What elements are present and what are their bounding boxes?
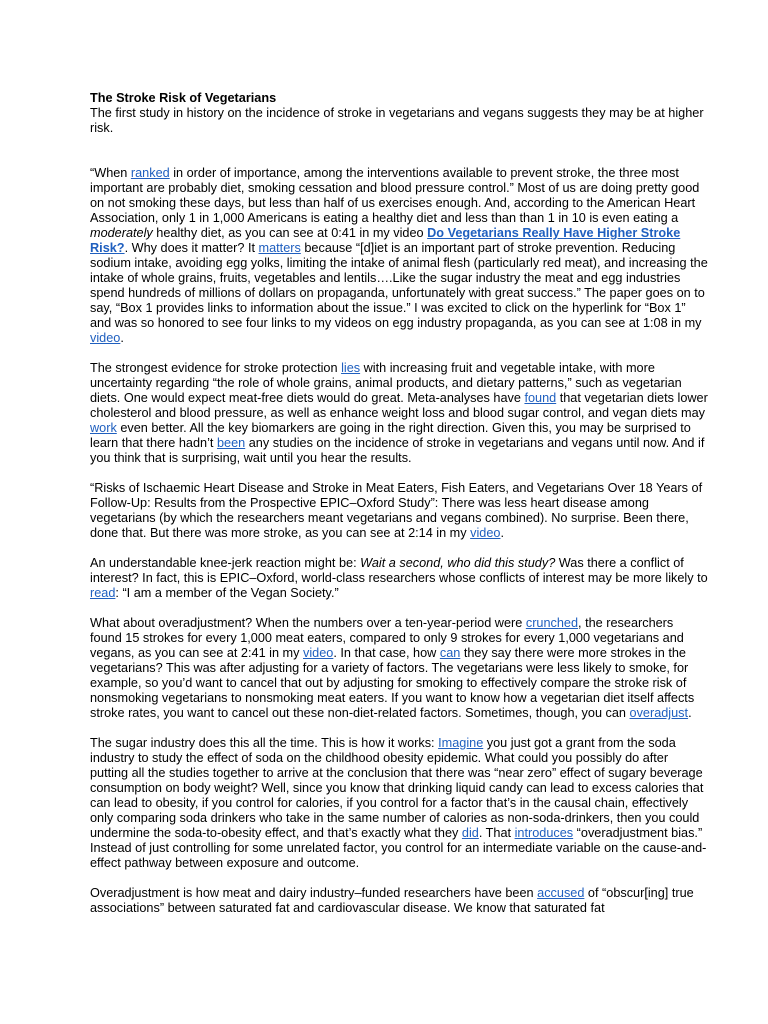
- text-run: , the researchers found 15 strokes for every 1,000 meat eaters, compared to only 9 strokes for every 1,000 vegetarians and vegans, as you can see at 2:41 in my: [90, 616, 684, 660]
- body-paragraph: [90, 481, 708, 541]
- body-paragraph: [90, 616, 708, 721]
- text-run: .: [120, 331, 124, 345]
- inline-link[interactable]: been: [216, 436, 246, 450]
- body-paragraph: [90, 166, 708, 346]
- text-run: “Risks of Ischaemic Heart Disease and Stroke in Meat Eaters, Fish Eaters, and Vegetarians Over 18 Years of Follow-Up: Results from the Prospective EPIC–Oxford Study”: There was less heart disease among vegetarians (by which the researchers meant vegetarians and vegans combined). No surprise. Been there, done that. But there was more stroke, as you can see at 2:14 in my: [90, 481, 703, 540]
- text-run: because “[d]iet is an important part of stroke prevention. Reducing sodium intake, avoiding egg yolks, limiting the intake of animal flesh (particularly red meat), and increasing the intake of whole grains, fruits, vegetables and lentils….Like the sugar industry the meat and egg industries spend hundreds of millions of dollars on propaganda, unfortunately with great success.” The paper goes on to say, “Box 1 provides links to information about the issue.” I was excited to click on the hyperlink for “Box 1” and was so honored to see four links to my videos on egg industry propaganda, as you can see at 1:08 in my: [90, 241, 708, 330]
- inline-link[interactable]: Imagine: [438, 736, 484, 750]
- inline-link[interactable]: crunched: [525, 616, 579, 630]
- article-body: [90, 166, 708, 916]
- text-run: . Why does it matter? It: [124, 241, 259, 255]
- inline-link[interactable]: video: [303, 646, 334, 660]
- text-run: Overadjustment is how meat and dairy industry–funded researchers have been: [90, 886, 538, 900]
- inline-link[interactable]: introduces: [514, 826, 574, 840]
- text-run: The sugar industry does this all the time. This is how it works:: [90, 736, 439, 750]
- text-run: What about overadjustment? When the numbers over a ten-year-period were: [90, 616, 526, 630]
- text-run: that vegetarian diets lower cholesterol and blood pressure, as well as enhance weight loss and blood sugar control, and vegan diets may: [90, 391, 708, 420]
- article-title: The Stroke Risk of Vegetarians: [90, 91, 277, 105]
- emphasized-text: moderately: [90, 226, 153, 240]
- text-run: in order of importance, among the interventions available to prevent stroke, the three most important are probably diet, smoking cessation and blood pressure control.” Most of us are doing pretty good on not smoking these days, but less than half of us exercises enough. And, according to the American Heart Association, only 1 in 1,000 Americans is eating a healthy diet and less than than 1 in 10 is even eating a: [90, 166, 700, 225]
- text-run: they say there were more strokes in the vegetarians? This was after adjusting for a variety of factors. The vegetarians were less likely to smoke, for example, so you’d want to cancel that out by adjusting for smoking to effectively compare the stroke risk of nonsmoking vegetarians to nonsmoking meat eaters. If you want to know how a vegetarian diet itself affects stroke rates, you want to cancel out these non-diet-related factors. Sometimes, though, you can: [90, 646, 695, 720]
- inline-link[interactable]: video: [90, 331, 121, 345]
- text-run: . That: [478, 826, 515, 840]
- inline-link[interactable]: video: [470, 526, 501, 540]
- body-paragraph: [90, 556, 708, 601]
- text-run: .: [688, 706, 692, 720]
- text-run: of “obscur[ing] true associations” between saturated fat and cardiovascular disease. We know that saturated fat: [90, 886, 694, 915]
- text-run: any studies on the incidence of stroke in vegetarians and vegans until now. And if you think that is surprising, wait until you hear the results.: [90, 436, 705, 465]
- emphasized-text: Wait a second, who did this study?: [360, 556, 556, 570]
- text-run: The strongest evidence for stroke protection: [90, 361, 342, 375]
- text-run: .: [500, 526, 504, 540]
- body-paragraph: [90, 736, 708, 871]
- text-run: “When: [90, 166, 131, 180]
- text-run: : “I am a member of the Vegan Society.”: [115, 586, 339, 600]
- text-run: healthy diet, as you can see at 0:41 in my video: [152, 226, 428, 240]
- body-paragraph: [90, 361, 708, 466]
- text-run: An understandable knee-jerk reaction might be:: [90, 556, 361, 570]
- article-intro: The first study in history on the incidence of stroke in vegetarians and vegans suggests they may be at higher risk.: [90, 106, 704, 135]
- text-run: Was there a conflict of interest? In fact, this is EPIC–Oxford, world-class researchers whose conflicts of interest may be more likely to: [90, 556, 708, 585]
- inline-link[interactable]: read: [90, 586, 116, 600]
- text-run: “overadjustment bias.” Instead of just controlling for some unrelated factor, you control for an intermediate variable on the cause-and-effect pathway between exposure and outcome.: [90, 826, 707, 870]
- text-run: with increasing fruit and vegetable intake, with more uncertainty regarding “the role of whole grains, animal products, and dietary patterns,” such as vegetarian diets. One would expect meat-free diets would do great. Meta-analyses have: [90, 361, 682, 405]
- body-paragraph: [90, 886, 708, 916]
- inline-link[interactable]: found: [524, 391, 557, 405]
- text-run: even better. All the key biomarkers are going in the right direction. Given this, you may be surprised to learn that there hadn’t: [90, 421, 691, 450]
- inline-link[interactable]: ranked: [130, 166, 170, 180]
- inline-link[interactable]: lies: [341, 361, 361, 375]
- inline-link[interactable]: did: [461, 826, 479, 840]
- inline-link[interactable]: matters: [258, 241, 301, 255]
- inline-link[interactable]: Do Vegetarians Really Have Higher Stroke Risk?: [90, 226, 681, 255]
- inline-link[interactable]: overadjust: [629, 706, 689, 720]
- inline-link[interactable]: accused: [537, 886, 585, 900]
- inline-link[interactable]: work: [90, 421, 117, 435]
- inline-link[interactable]: can: [439, 646, 461, 660]
- text-run: you just got a grant from the soda industry to study the effect of soda on the childhood obesity epidemic. What could you possibly do after putting all the studies together to arrive at the conclusion that there was “near zero” effect of sugary beverage consumption on body weight? Well, since you know that drinking liquid candy can lead to excess calories that can lead to obesity, if you control for calories, if you control for a factor that’s in the causal chain, effectively only comparing soda drinkers who take in the same number of calories as non-soda-drinkers, then you could undermine the soda-to-obesity effect, and that’s exactly what they: [90, 736, 704, 840]
- text-run: . In that case, how: [333, 646, 440, 660]
